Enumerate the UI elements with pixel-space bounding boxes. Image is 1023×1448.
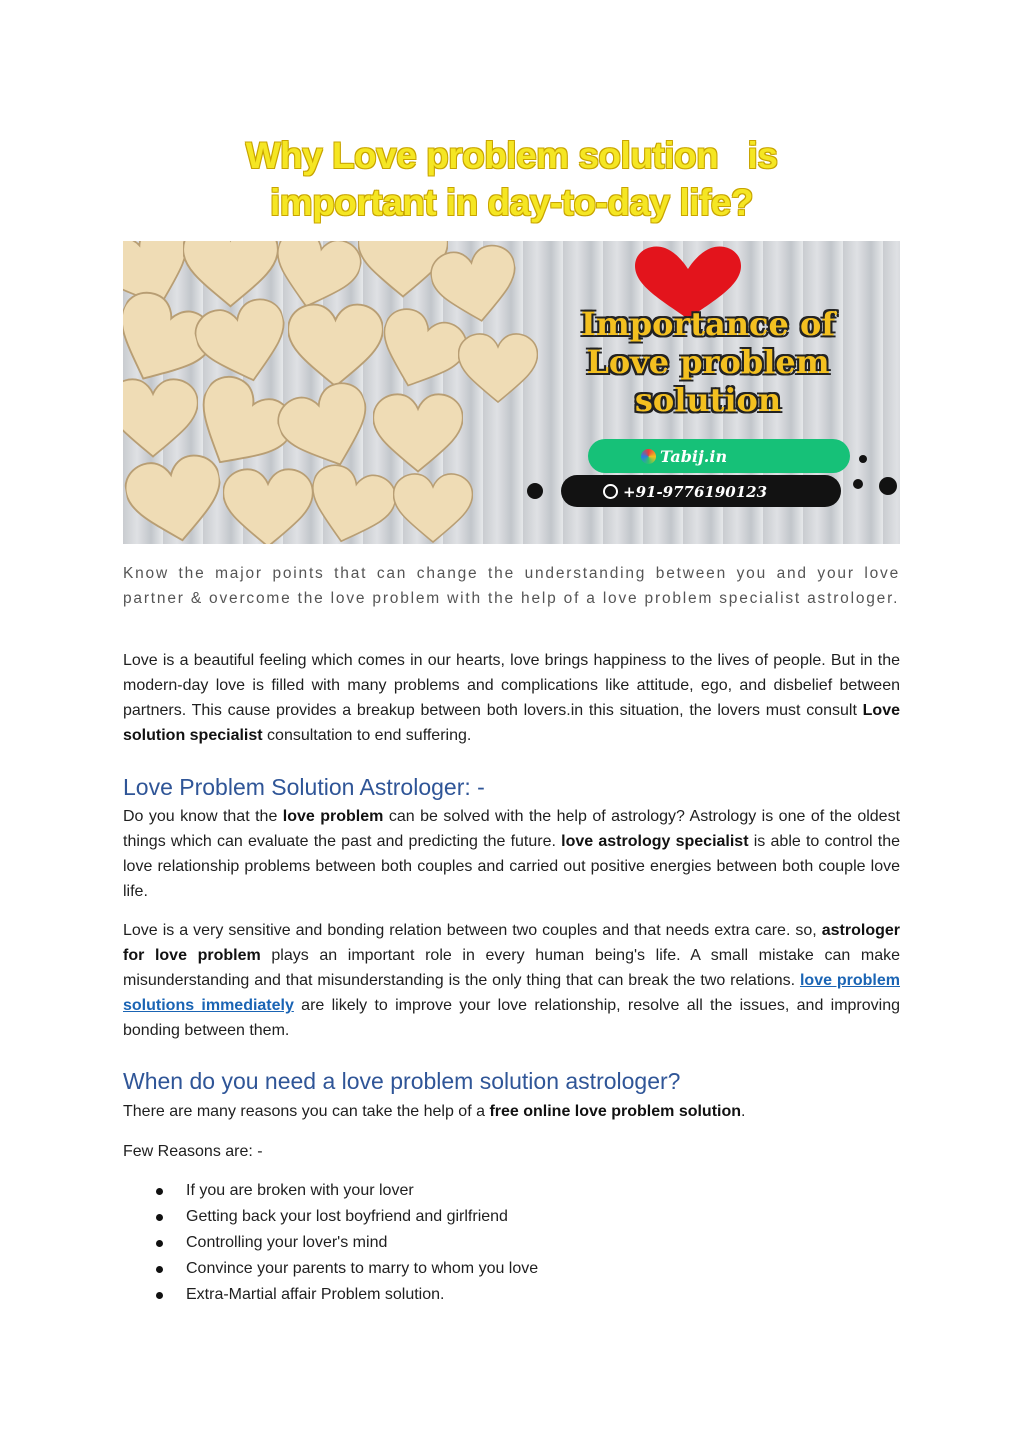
banner-site [641, 447, 727, 466]
banner-headline-line-1: Importance of [580, 305, 836, 343]
bullet-icon [156, 1214, 163, 1221]
title-line-2: important in day-to-day life? [270, 182, 753, 223]
p1-text: Love is a beautiful feeling which comes in our hearts, love brings happiness to the lives of people. But in the modern-day love is filled with many problems and complications like attitude, ego, and disbelief between partners. This cause provides a breakup between both lovers.in this situation, the lovers must consult [123, 652, 900, 719]
paragraph-2 [123, 804, 900, 904]
list-item [152, 1256, 538, 1282]
p4-text-c: . [741, 1103, 746, 1120]
whatsapp-icon [603, 484, 618, 499]
heading-when-do-you-need: When do you need a love problem solution astrologer? [123, 1068, 681, 1094]
list-item-text: Controlling your lover's mind [186, 1234, 388, 1251]
bullet-icon [156, 1292, 163, 1299]
p3-text-c: plays an important role in every human being's life. A small mistake can make misunderstanding and that misunderstanding is the only thing that can break the two relations. [123, 947, 900, 989]
paragraph-1 [123, 648, 900, 748]
p4-bold: free online love problem solution [489, 1103, 742, 1120]
p2-text-d: is able to control the love relationship problems between both couples and carried out positive energies between both couple love life. [123, 833, 901, 900]
list-item [152, 1230, 538, 1256]
heading-love-problem-solution-astrologer: Love Problem Solution Astrologer: - [123, 774, 485, 800]
p3-text-a: Love is a very sensitive and bonding relation between two couples and that needs extra care. so, [123, 922, 822, 939]
list-item-text: Convince your parents to marry to whom you love [186, 1260, 539, 1277]
banner-phone-label: +91-9776190123 [623, 483, 768, 501]
p1-end: consultation to end suffering. [262, 727, 472, 744]
p3-text-d: are likely to improve your love relationship, resolve all the issues, and improving bonding between them. [123, 997, 901, 1039]
wooden-hearts [123, 241, 537, 544]
banner-phone [603, 483, 767, 501]
page-title [123, 132, 900, 226]
list-item-text: If you are broken with your lover [186, 1182, 414, 1199]
list-item-text: Getting back your lost boyfriend and girlfriend [186, 1208, 508, 1225]
bullet-icon [156, 1240, 163, 1247]
title-line-1: Why Love problem solution is [245, 135, 778, 176]
list-item [152, 1204, 538, 1230]
list-item [152, 1282, 538, 1308]
banner-headline-line-3: solution [634, 381, 782, 419]
p2-text-a: Do you know that the [123, 808, 283, 825]
banner-site-label: Tabij.in [660, 447, 728, 466]
p3-bold-1: astrologer for love problem [123, 922, 900, 964]
paragraph-5: Few Reasons are: - [123, 1143, 263, 1160]
reasons-list [152, 1178, 538, 1308]
p2-bold-1: love problem [282, 808, 384, 825]
bullet-icon [156, 1188, 163, 1195]
intro-caption: Know the major points that can change the understanding between you and your love partner & overcome the love problem with the help of a love problem specialist astrologer. [123, 565, 900, 607]
love-problem-solutions-link[interactable]: love problem solutions immediately [123, 972, 900, 1014]
p4-text-a: There are many reasons you can take the help of a [123, 1103, 490, 1120]
p1-bold: Love solution specialist [123, 702, 900, 744]
banner-headline [518, 305, 898, 419]
paragraph-4 [123, 1099, 900, 1124]
banner-image [123, 241, 900, 544]
globe-icon [641, 449, 656, 464]
paragraph-3 [123, 918, 900, 1043]
list-item [152, 1178, 538, 1204]
bullet-icon [156, 1266, 163, 1273]
p2-bold-2: love astrology specialist [561, 833, 749, 850]
p2-text-c: can be solved with the help of astrology? Astrology is one of the oldest things which can evaluate the past and predicting the future. [123, 808, 901, 850]
list-item-text: Extra-Martial affair Problem solution. [186, 1286, 445, 1303]
banner-headline-line-2: Love problem [586, 343, 830, 381]
